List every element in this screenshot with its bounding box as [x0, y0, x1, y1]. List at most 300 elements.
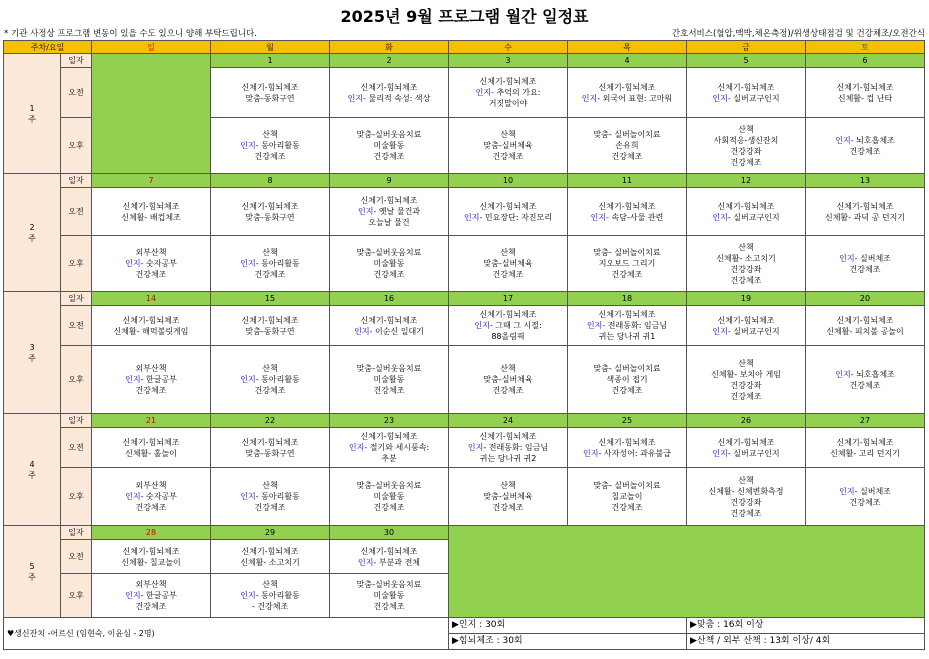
activity-line: [569, 247, 685, 258]
activity-line: [569, 201, 685, 212]
activity-line: [688, 253, 804, 264]
activity-line: [93, 491, 209, 502]
activity-line: [569, 320, 685, 331]
activity-text: 맞춤- 실버놀이치료: [593, 248, 661, 257]
activity-text: 미술활동: [373, 375, 405, 384]
week-label: [4, 174, 61, 292]
activity-line: [450, 98, 566, 109]
activity-line: [688, 157, 804, 168]
cognitive-prefix: 인지-: [581, 93, 601, 103]
row-label-pm: 오후: [61, 574, 92, 618]
activity-text: 건강강좌: [730, 146, 762, 156]
am-activity-cell: [568, 188, 687, 236]
am-activity-cell: [92, 188, 211, 236]
activity-text: 신체기-힘뇌체조: [836, 437, 894, 447]
row-label-pm: 오후: [61, 468, 92, 526]
activity-text: 산책: [738, 242, 754, 252]
cognitive-prefix: 인지-: [348, 443, 368, 452]
activity-text: 산책: [262, 580, 278, 589]
am-activity-cell: [806, 428, 925, 468]
activity-text: 신체기-힘뇌체조: [598, 82, 656, 92]
activity-line: [569, 502, 685, 513]
date-cell: 29: [211, 526, 330, 540]
week-label-part: 2: [29, 222, 35, 232]
activity-text: 신체기-힘뇌체조: [598, 437, 656, 447]
activity-text: 건강체조: [373, 270, 405, 279]
activity-line: [93, 315, 209, 326]
activity-line: [93, 546, 209, 557]
am-activity-cell: [330, 540, 449, 574]
activity-line: [569, 93, 685, 104]
week-label-part: 주: [28, 470, 36, 480]
activity-line: [212, 579, 328, 590]
activity-line: [212, 448, 328, 459]
activity-text: 신체기-힘뇌체조: [360, 82, 418, 92]
activity-line: [807, 486, 923, 497]
pm-activity-cell: [568, 118, 687, 174]
cognitive-prefix: 인지-: [583, 448, 602, 458]
activity-line: [807, 146, 923, 157]
activity-line: [450, 201, 566, 212]
activity-line: [688, 508, 804, 519]
activity-text: 실버교구인지: [730, 212, 780, 222]
date-cell: 28: [92, 526, 211, 540]
activity-text: 신체활- 소고치기: [240, 557, 300, 567]
activity-line: [93, 269, 209, 280]
activity-text: 건강체조: [373, 386, 405, 395]
birthday-note: ♥생신잔치 -어르신 (임현숙, 이윤심 - 2명): [4, 618, 449, 650]
cognitive-prefix: 인지-: [839, 253, 858, 263]
activity-line: [450, 491, 566, 502]
cognitive-prefix: 인지-: [240, 259, 259, 268]
activity-line: [331, 579, 447, 590]
week-label: [4, 54, 61, 174]
cognitive-prefix: 인지-: [240, 141, 259, 150]
am-activity-cell: [568, 68, 687, 118]
activity-text: 동아리활동: [258, 591, 300, 600]
activity-line: [450, 212, 566, 223]
activity-text: 산책: [500, 248, 516, 257]
activity-line: [688, 242, 804, 253]
activity-line: [450, 258, 566, 269]
am-activity-cell: [568, 306, 687, 346]
cognitive-prefix: 인지-: [240, 375, 259, 384]
activity-text: 건강체조: [611, 503, 643, 512]
header-tuesday: 화: [330, 41, 449, 54]
activity-text: 맞춤-실버웃음치료: [356, 364, 422, 373]
activity-line: [569, 331, 685, 342]
activity-text: 칠교놀이: [611, 492, 643, 501]
activity-line: [331, 258, 447, 269]
activity-line: [212, 247, 328, 258]
activity-text: 건강체조: [492, 503, 524, 512]
date-cell: 22: [211, 414, 330, 428]
activity-text: 신체기-힘뇌체조: [122, 201, 180, 211]
activity-text: 외국어 표현: 고마워: [600, 93, 673, 103]
activity-text: 산책: [500, 364, 516, 373]
row-label-am: 오전: [61, 540, 92, 574]
activity-text: - 건강체조: [251, 602, 289, 611]
activity-text: 건강체조: [254, 270, 286, 279]
date-cell: 4: [568, 54, 687, 68]
empty-cell: [449, 526, 925, 618]
activity-text: 건강체조: [135, 503, 167, 512]
activity-line: [212, 151, 328, 162]
pm-activity-cell: [568, 346, 687, 414]
activity-text: 미술활동: [373, 492, 405, 501]
activity-line: [212, 546, 328, 557]
activity-line: [212, 201, 328, 212]
date-cell: 3: [449, 54, 568, 68]
date-cell: 16: [330, 292, 449, 306]
activity-line: [93, 502, 209, 513]
activity-line: [450, 309, 566, 320]
week-label-part: 주: [28, 114, 36, 124]
activity-line: [212, 93, 328, 104]
activity-text: 맞춤-실버웃음치료: [356, 580, 422, 589]
notice-text: * 기관 사정상 프로그램 변동이 있을 수도 있으니 양해 부탁드립니다.: [4, 29, 257, 39]
activity-line: [688, 275, 804, 286]
activity-line: [569, 385, 685, 396]
activity-line: [688, 93, 804, 104]
row-label-am: 오전: [61, 188, 92, 236]
page-title: 2025년 9월 프로그램 월간 일정표: [340, 7, 589, 26]
pm-activity-cell: [687, 468, 806, 526]
am-activity-cell: [92, 428, 211, 468]
activity-line: [212, 258, 328, 269]
row-label-pm: 오후: [61, 236, 92, 292]
week-label-part: 3: [29, 342, 35, 352]
activity-line: [331, 546, 447, 557]
activity-line: [212, 491, 328, 502]
activity-text: 신체기-힘뇌체조: [479, 77, 537, 86]
date-cell: 13: [806, 174, 925, 188]
stat-cognitive: ▶인지 : 30회: [449, 618, 687, 634]
monthly-schedule-table: [3, 40, 925, 650]
activity-text: 신체기-힘뇌체조: [122, 315, 180, 325]
pm-activity-cell: [330, 346, 449, 414]
activity-line: [212, 363, 328, 374]
header-monday: 월: [211, 41, 330, 54]
activity-line: [93, 247, 209, 258]
activity-line: [331, 590, 447, 601]
activity-line: [331, 491, 447, 502]
activity-text: 부분과 전체: [376, 557, 421, 567]
am-activity-cell: [806, 68, 925, 118]
activity-line: [688, 391, 804, 402]
date-cell: 11: [568, 174, 687, 188]
activity-line: [331, 247, 447, 258]
cognitive-prefix: 인지-: [590, 212, 610, 222]
activity-line: [212, 590, 328, 601]
activity-line: [569, 258, 685, 269]
activity-text: 건강체조: [254, 152, 286, 161]
am-activity-cell: [211, 188, 330, 236]
activity-line: [569, 212, 685, 223]
activity-line: [93, 448, 209, 459]
activity-text: 신체활- 해먹볼릿게임: [113, 326, 189, 336]
am-activity-cell: [687, 68, 806, 118]
activity-text: 신체기-힘뇌체조: [241, 315, 299, 325]
cognitive-prefix: 인지-: [839, 486, 858, 496]
activity-text: 추분: [381, 454, 397, 463]
activity-text: 귀는 당나귀 귀1: [598, 332, 656, 341]
activity-text: 사자성어: 과유불급: [601, 448, 671, 458]
pm-activity-cell: [92, 346, 211, 414]
activity-line: [569, 309, 685, 320]
activity-line: [450, 87, 566, 98]
activity-line: [569, 491, 685, 502]
activity-line: [807, 497, 923, 508]
row-label-pm: 오후: [61, 118, 92, 174]
activity-line: [331, 431, 447, 442]
am-activity-cell: [806, 188, 925, 236]
activity-text: 신체활- 과녁 공 던지기: [824, 212, 906, 222]
activity-text: 신체기-힘뇌체조: [598, 201, 656, 211]
am-activity-cell: [449, 428, 568, 468]
activity-line: [569, 374, 685, 385]
activity-line: [807, 315, 923, 326]
activity-text: 전래동화: 임금님: [605, 321, 668, 330]
row-label-date: 일자: [61, 526, 92, 540]
activity-text: 신체기-힘뇌체조: [122, 437, 180, 447]
activity-line: [331, 195, 447, 206]
activity-line: [331, 557, 447, 568]
week-label: [4, 526, 61, 618]
pm-activity-cell: [806, 346, 925, 414]
activity-text: 건강체조: [373, 503, 405, 512]
activity-text: 건강체조: [849, 146, 881, 156]
activity-line: [807, 448, 923, 459]
date-cell: 26: [687, 414, 806, 428]
activity-line: [688, 124, 804, 135]
activity-line: [212, 385, 328, 396]
activity-text: 산책: [262, 364, 278, 373]
cognitive-prefix: 인지-: [125, 492, 144, 501]
date-cell: 1: [211, 54, 330, 68]
activity-text: 신체기-힘뇌체조: [717, 82, 775, 92]
activity-text: 외부산책: [135, 481, 167, 490]
activity-text: 맞춤-실버웃음치료: [356, 248, 422, 257]
stat-custom: ▶맞춤 : 16회 이상: [687, 618, 925, 634]
cognitive-prefix: 인지-: [125, 591, 144, 600]
date-cell: 25: [568, 414, 687, 428]
activity-text: 미술활동: [373, 141, 405, 150]
date-cell: 27: [806, 414, 925, 428]
activity-text: 사회적응-생신잔치: [713, 135, 779, 145]
activity-line: [450, 385, 566, 396]
activity-text: 신체기-힘뇌체조: [479, 310, 537, 319]
activity-line: [569, 140, 685, 151]
activity-text: 맞춤- 실버놀이치료: [593, 130, 661, 139]
am-activity-cell: [687, 428, 806, 468]
activity-line: [807, 201, 923, 212]
week-label-part: 주: [28, 233, 36, 243]
stat-walk: ▶산책 / 외부 산책 : 13회 이상/ 4회: [687, 634, 925, 650]
am-activity-cell: [211, 68, 330, 118]
activity-line: [331, 93, 447, 104]
am-activity-cell: [330, 428, 449, 468]
activity-text: 절기와 세시풍속:: [367, 443, 430, 452]
pm-activity-cell: [211, 574, 330, 618]
activity-line: [450, 480, 566, 491]
row-label-am: 오전: [61, 68, 92, 118]
header-friday: 금: [687, 41, 806, 54]
activity-text: 신체기-힘뇌체조: [241, 437, 299, 447]
pm-activity-cell: [806, 236, 925, 292]
activity-text: 신체기-힘뇌체조: [836, 201, 894, 211]
activity-text: 외부산책: [135, 248, 167, 257]
activity-text: 맞춤- 실버놀이치료: [593, 481, 661, 490]
activity-line: [569, 151, 685, 162]
activity-text: 오늘날 물건: [368, 218, 410, 227]
row-label-date: 일자: [61, 414, 92, 428]
activity-line: [450, 431, 566, 442]
pm-activity-cell: [449, 346, 568, 414]
activity-text: 신체기-힘뇌체조: [360, 196, 418, 205]
cognitive-prefix: 인지-: [712, 93, 731, 103]
activity-text: 신체활- 피치볼 공놀이: [826, 326, 904, 336]
activity-text: 미술활동: [373, 259, 405, 268]
activity-line: [331, 363, 447, 374]
activity-line: [807, 135, 923, 146]
activity-text: 신체기-힘뇌체조: [836, 82, 894, 92]
activity-text: 건강체조: [373, 602, 405, 611]
activity-text: 산책: [262, 130, 278, 139]
activity-line: [93, 363, 209, 374]
activity-text: 맞춤-동화구연: [245, 448, 295, 458]
activity-text: 신체활- 칠교놀이: [121, 557, 181, 567]
activity-line: [807, 369, 923, 380]
activity-line: [212, 315, 328, 326]
stat-brain-exercise: ▶힘뇌체조 : 30회: [449, 634, 687, 650]
activity-line: [331, 326, 447, 337]
activity-text: 건강체조: [849, 497, 881, 507]
activity-text: 건강강좌: [730, 497, 762, 507]
activity-text: 88올림픽: [491, 332, 525, 341]
date-cell: 19: [687, 292, 806, 306]
activity-text: 건강체조: [611, 386, 643, 395]
activity-text: 맞춤-동화구연: [245, 212, 295, 222]
cognitive-prefix: 인지-: [354, 326, 373, 336]
week-label: [4, 292, 61, 414]
activity-text: 산책: [262, 481, 278, 490]
activity-text: 건강체조: [492, 152, 524, 161]
activity-line: [569, 448, 685, 459]
activity-text: 건강체조: [849, 264, 881, 274]
activity-line: [450, 320, 566, 331]
pm-activity-cell: [687, 346, 806, 414]
activity-text: 숫자공부: [143, 259, 177, 268]
activity-text: 산책: [738, 124, 754, 134]
am-activity-cell: [92, 540, 211, 574]
activity-text: 건강체조: [611, 270, 643, 279]
cognitive-prefix: 인지-: [835, 369, 854, 379]
am-activity-cell: [211, 428, 330, 468]
week-label-part: 5: [29, 561, 35, 571]
activity-text: 뇌호흡체조: [853, 135, 895, 145]
pm-activity-cell: [330, 118, 449, 174]
activity-line: [450, 247, 566, 258]
activity-line: [569, 437, 685, 448]
activity-text: 건강체조: [135, 602, 167, 611]
activity-text: 신체활- 컵 난타: [837, 93, 893, 103]
date-cell: 17: [449, 292, 568, 306]
activity-line: [450, 442, 566, 453]
cognitive-prefix: 인지-: [475, 88, 494, 97]
activity-text: 건강강좌: [730, 380, 762, 390]
activity-text: 뇌호흡체조: [853, 369, 895, 379]
activity-line: [93, 258, 209, 269]
activity-line: [807, 380, 923, 391]
activity-line: [569, 480, 685, 491]
activity-line: [688, 146, 804, 157]
activity-line: [807, 264, 923, 275]
activity-line: [569, 363, 685, 374]
activity-line: [212, 601, 328, 612]
row-label-pm: 오후: [61, 346, 92, 414]
am-activity-cell: [568, 428, 687, 468]
activity-text: 건강체조: [730, 275, 762, 285]
activity-line: [688, 315, 804, 326]
activity-text: 숫자공부: [143, 492, 177, 501]
activity-text: 외부산책: [135, 364, 167, 373]
activity-line: [450, 374, 566, 385]
activity-text: 산책: [262, 248, 278, 257]
pm-activity-cell: [806, 118, 925, 174]
am-activity-cell: [806, 306, 925, 346]
row-label-date: 일자: [61, 174, 92, 188]
row-label-am: 오전: [61, 306, 92, 346]
activity-line: [450, 502, 566, 513]
activity-text: 동아리활동: [258, 259, 300, 268]
activity-line: [331, 129, 447, 140]
am-activity-cell: [330, 306, 449, 346]
activity-text: 지오보드 그리기: [598, 259, 656, 268]
pm-activity-cell: [330, 574, 449, 618]
pm-activity-cell: [92, 236, 211, 292]
date-cell: 18: [568, 292, 687, 306]
activity-line: [688, 380, 804, 391]
activity-text: 한글공부: [143, 591, 177, 600]
cognitive-prefix: 인지-: [712, 448, 731, 458]
cognitive-prefix: 인지-: [125, 375, 144, 384]
activity-line: [212, 269, 328, 280]
activity-text: 맞춤-실버체육: [483, 141, 533, 150]
activity-line: [450, 453, 566, 464]
activity-text: 실버체조: [857, 253, 891, 263]
am-activity-cell: [449, 188, 568, 236]
activity-line: [569, 269, 685, 280]
activity-line: [569, 129, 685, 140]
date-cell: 24: [449, 414, 568, 428]
activity-line: [93, 201, 209, 212]
activity-line: [331, 217, 447, 228]
date-cell: 15: [211, 292, 330, 306]
activity-text: 귀는 당나귀 귀2: [479, 454, 537, 463]
activity-text: 건강체조: [611, 152, 643, 161]
cognitive-prefix: 인지-: [240, 492, 259, 501]
date-cell: 5: [687, 54, 806, 68]
activity-line: [331, 601, 447, 612]
activity-line: [807, 82, 923, 93]
cognitive-prefix: 인지-: [474, 321, 493, 330]
activity-line: [93, 385, 209, 396]
date-cell: 8: [211, 174, 330, 188]
pm-activity-cell: [92, 574, 211, 618]
activity-text: 신체활- 신체변화측정: [708, 486, 784, 496]
date-cell: 20: [806, 292, 925, 306]
